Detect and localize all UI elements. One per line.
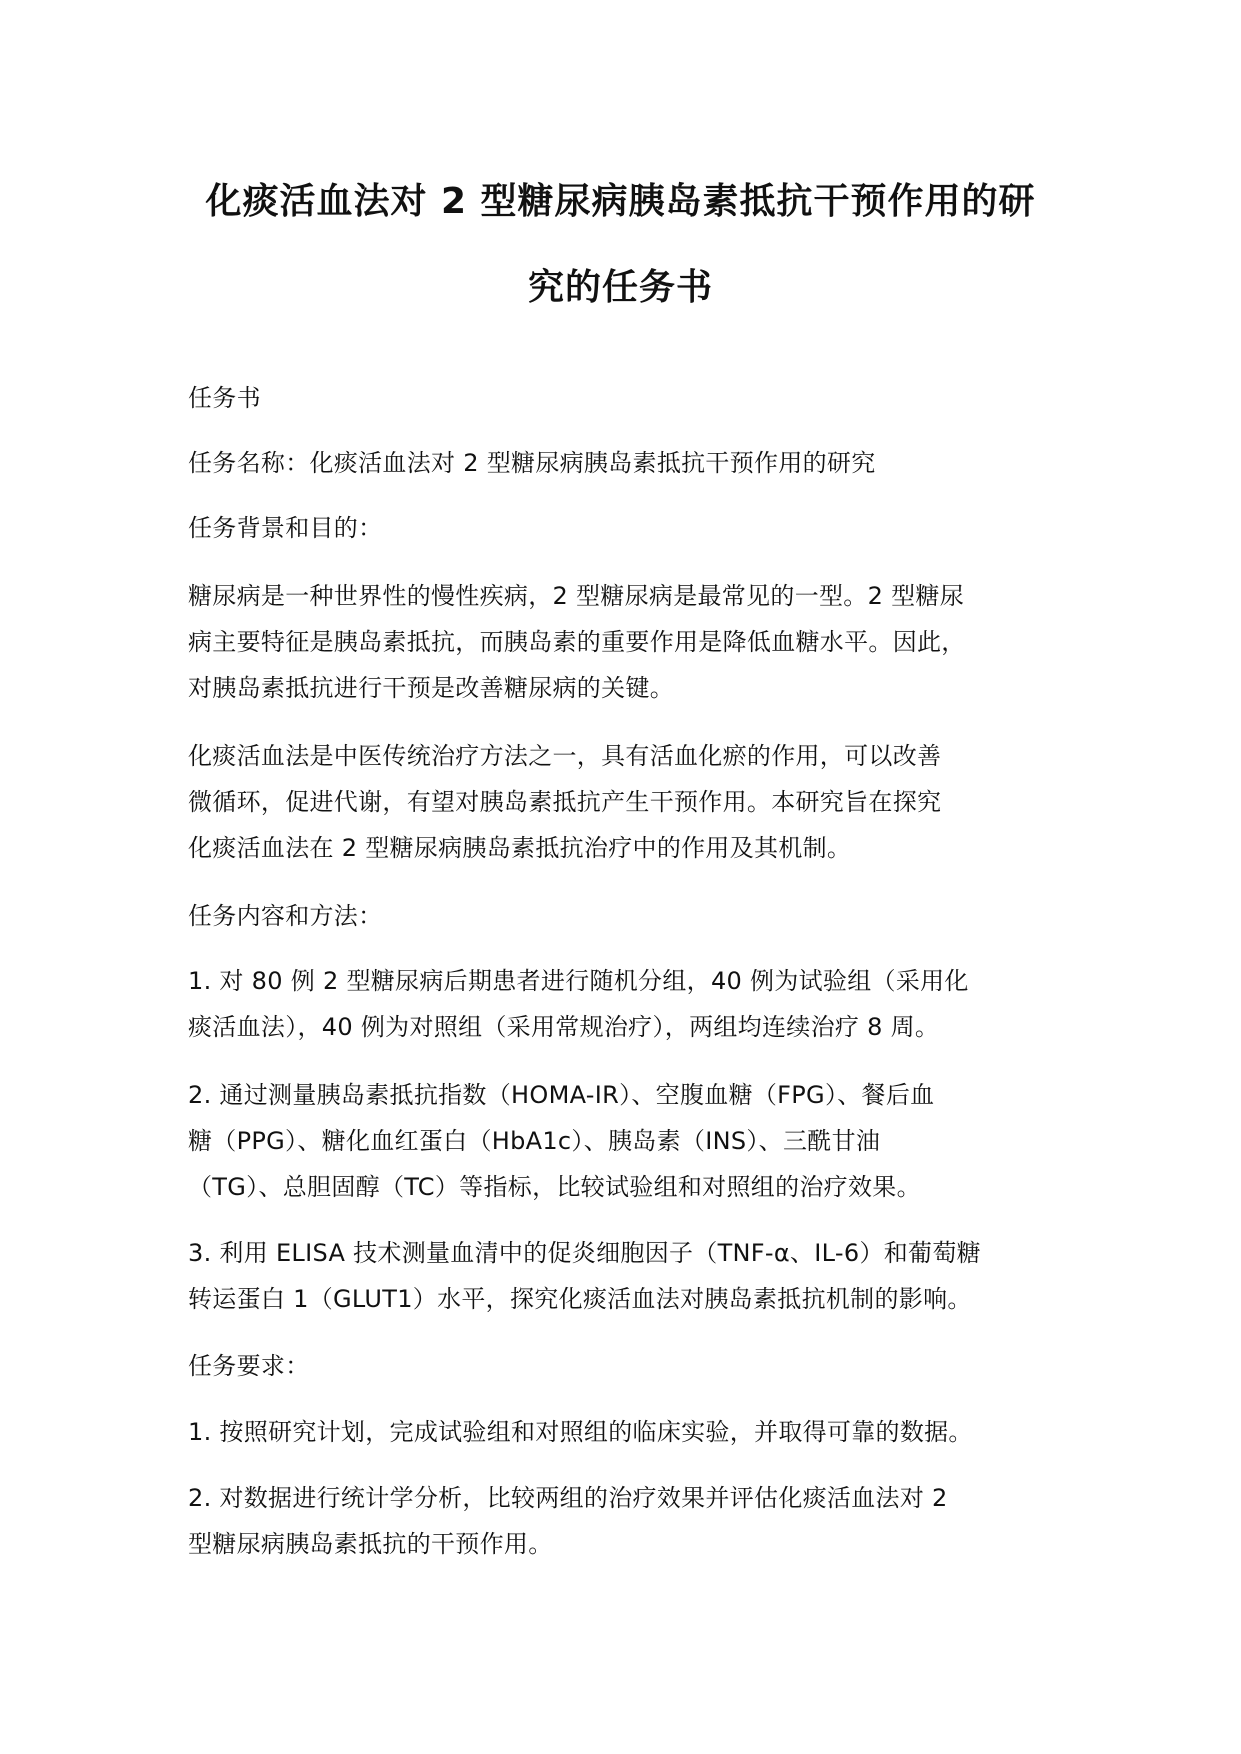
paragraph-line: 病主要特征是胰岛素抵抗，而胰岛素的重要作用是降低血糖水平。因此， (188, 628, 966, 656)
paragraph-line: 痰活血法），40 例为对照组（采用常规治疗），两组均连续治疗 8 周。 (188, 1013, 940, 1041)
content-item-2 (188, 1072, 1078, 1210)
task-name: 任务名称：化痰活血法对 2 型糖尿病胰岛素抵抗干预作用的研究 (188, 449, 876, 477)
paragraph-line: 化痰活血法是中医传统治疗方法之一，具有活血化瘀的作用，可以改善 (188, 742, 942, 770)
paragraph-line: 对胰岛素抵抗进行干预是改善糖尿病的关键。 (188, 674, 674, 702)
background-paragraph-2 (188, 733, 1078, 871)
section-heading-background: 任务背景和目的： (188, 514, 383, 542)
background-paragraph-1 (188, 573, 1078, 711)
paragraph-line: 1. 对 80 例 2 型糖尿病后期患者进行随机分组，40 例为试验组（采用化 (188, 967, 969, 995)
content-item-1 (188, 958, 1078, 1050)
requirement-item-2 (188, 1475, 1078, 1567)
paragraph-line: 微循环，促进代谢，有望对胰岛素抵抗产生干预作用。本研究旨在探究 (188, 788, 942, 816)
section-heading-task-book: 任务书 (188, 384, 261, 412)
section-heading-requirements: 任务要求： (188, 1352, 310, 1380)
document-title-line-2: 究的任务书 (527, 267, 713, 308)
paragraph-line: 2. 对数据进行统计学分析，比较两组的治疗效果并评估化痰活血法对 2 (188, 1484, 948, 1512)
paragraph-line: 型糖尿病胰岛素抵抗的干预作用。 (188, 1530, 553, 1558)
paragraph-line: （TG）、总胆固醇（TC）等指标，比较试验组和对照组的治疗效果。 (188, 1173, 921, 1201)
requirement-item-1: 1. 按照研究计划，完成试验组和对照组的临床实验，并取得可靠的数据。 (188, 1418, 973, 1446)
paragraph-line: 化痰活血法在 2 型糖尿病胰岛素抵抗治疗中的作用及其机制。 (188, 834, 852, 862)
paragraph-line: 糖尿病是一种世界性的慢性疾病，2 型糖尿病是最常见的一型。2 型糖尿 (188, 582, 964, 610)
document-title-line-1: 化痰活血法对 2 型糖尿病胰岛素抵抗干预作用的研 (205, 181, 1036, 222)
paragraph-line: 糖（PPG）、糖化血红蛋白（HbA1c）、胰岛素（INS）、三酰甘油 (188, 1127, 881, 1155)
paragraph-line: 3. 利用 ELISA 技术测量血清中的促炎细胞因子（TNF-α、IL-6）和葡萄糖 (188, 1239, 981, 1267)
section-heading-content: 任务内容和方法： (188, 902, 383, 930)
paragraph-line: 2. 通过测量胰岛素抵抗指数（HOMA-IR）、空腹血糖（FPG）、餐后血 (188, 1081, 935, 1109)
paragraph-line: 转运蛋白 1（GLUT1）水平，探究化痰活血法对胰岛素抵抗机制的影响。 (188, 1285, 972, 1313)
content-item-3 (188, 1230, 1078, 1322)
